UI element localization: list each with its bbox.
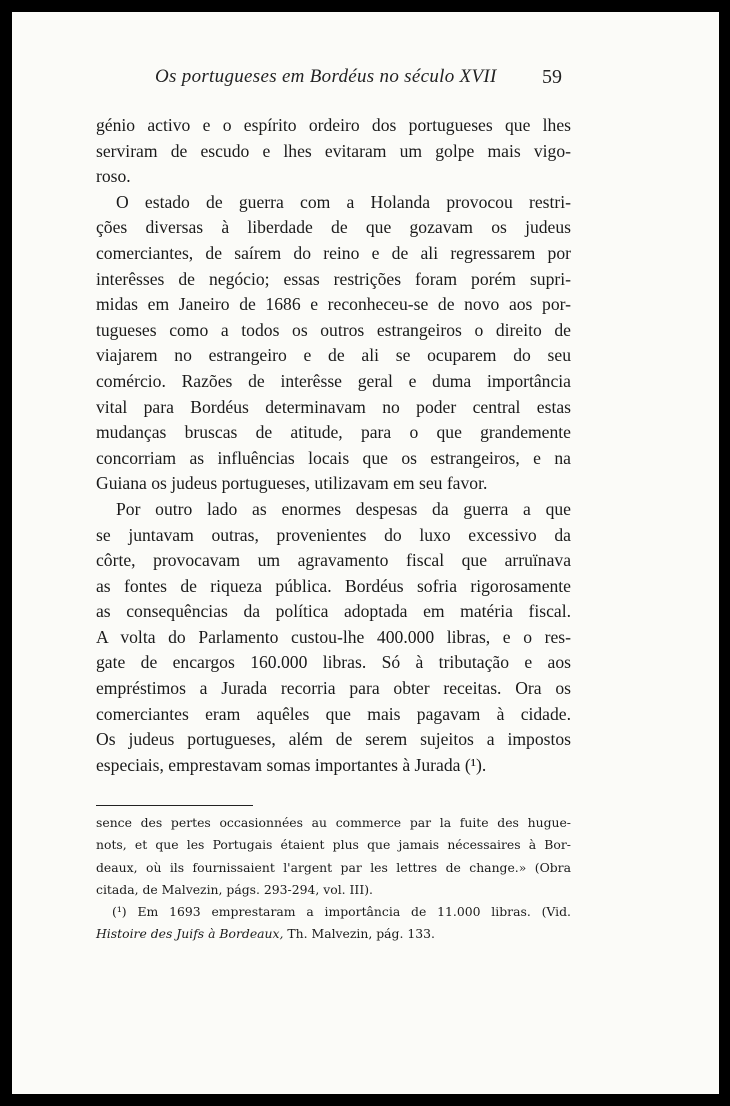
page-header: [12, 66, 719, 96]
footnote-line: deaux, où ils fournissaient l'argent par les lettres de change.» (Obra: [96, 859, 571, 875]
text-line: Guiana os judeus portugueses, utilizavam em seu favor.: [96, 473, 488, 494]
text-line: gate de encargos 160.000 libras. Só à tributação e aos: [96, 652, 571, 673]
book-page: [12, 12, 719, 1094]
text-line: concorriam as influências locais que os estrangeiros, e na: [96, 447, 571, 468]
footnote-line: nots, et que les Portugais étaient plus que jamais nécessaires à Bor-: [96, 837, 571, 853]
text-line: comércio. Razões de interêsse geral e duma importância: [96, 370, 571, 391]
text-line: as consequências da política adoptada em matéria fiscal.: [96, 601, 571, 622]
text-line: serviram de escudo e lhes evitaram um golpe mais vigo-: [96, 140, 571, 161]
book-title: Histoire des Juifs à Bordeaux,: [96, 926, 284, 942]
body-text: [96, 113, 571, 778]
citation-rest: Th. Malvezin, pág. 133.: [283, 926, 435, 942]
text-line: se juntavam outras, provenientes do luxo excessivo da: [96, 524, 571, 545]
paragraph-3: [96, 497, 571, 779]
text-line: A volta do Parlamento custou-lhe 400.000 libras, e o res-: [96, 626, 571, 647]
text-line: empréstimos a Jurada recorria para obter receitas. Ora os: [96, 678, 571, 699]
text-line: especiais, emprestavam somas importantes à Jurada (¹).: [96, 754, 487, 775]
paragraph-2: [96, 190, 571, 497]
text-line: ções diversas à liberdade de que gozavam os judeus: [96, 217, 571, 238]
text-line: interêsses de negócio; essas restrições foram porém supri-: [96, 268, 571, 289]
text-line: vital para Bordéus determinavam no poder central estas: [96, 396, 571, 417]
footnote-1-citation: [96, 923, 571, 945]
text-line: génio activo e o espírito ordeiro dos portugueses que lhes: [96, 115, 571, 135]
text-line: côrte, provocavam um agravamento fiscal que arruïnava: [96, 550, 571, 571]
text-line: tugueses como a todos os outros estrangeiros o direito de: [96, 319, 571, 340]
footnotes: [96, 812, 571, 946]
text-line: comerciantes eram aquêles que mais pagavam à cidade.: [96, 703, 571, 724]
text-line: comerciantes, de saírem do reino e de ali regressarem por: [96, 242, 571, 263]
page-number: 59: [542, 66, 562, 88]
text-line: Por outro lado as enormes despesas da guerra a que: [116, 498, 571, 519]
footnote-line: sence des pertes occasionnées au commerce par la fuite des hugue-: [96, 815, 571, 830]
text-line: roso.: [96, 166, 131, 187]
footnote-divider: [96, 805, 253, 806]
text-line: midas em Janeiro de 1686 e reconheceu-se de novo aos por-: [96, 294, 571, 315]
paragraph-1: [96, 113, 571, 190]
text-line: viajarem no estrangeiro e de ali se ocuparem do seu: [96, 345, 571, 366]
text-line: as fontes de riqueza pública. Bordéus sofria rigorosamente: [96, 575, 571, 596]
text-line: O estado de guerra com a Holanda provocou restri-: [116, 191, 571, 212]
text-line: mudanças bruscas de atitude, para o que grandemente: [96, 422, 571, 443]
text-line: Os judeus portugueses, além de serem sujeitos a impostos: [96, 729, 571, 750]
footnote-1-line: (¹) Em 1693 emprestaram a importância de 11.000 libras. (Vid.: [112, 904, 571, 920]
footnote-line: citada, de Malvezin, págs. 293-294, vol. III).: [96, 881, 373, 897]
running-title: Os portugueses em Bordéus no século XVII: [155, 66, 497, 87]
